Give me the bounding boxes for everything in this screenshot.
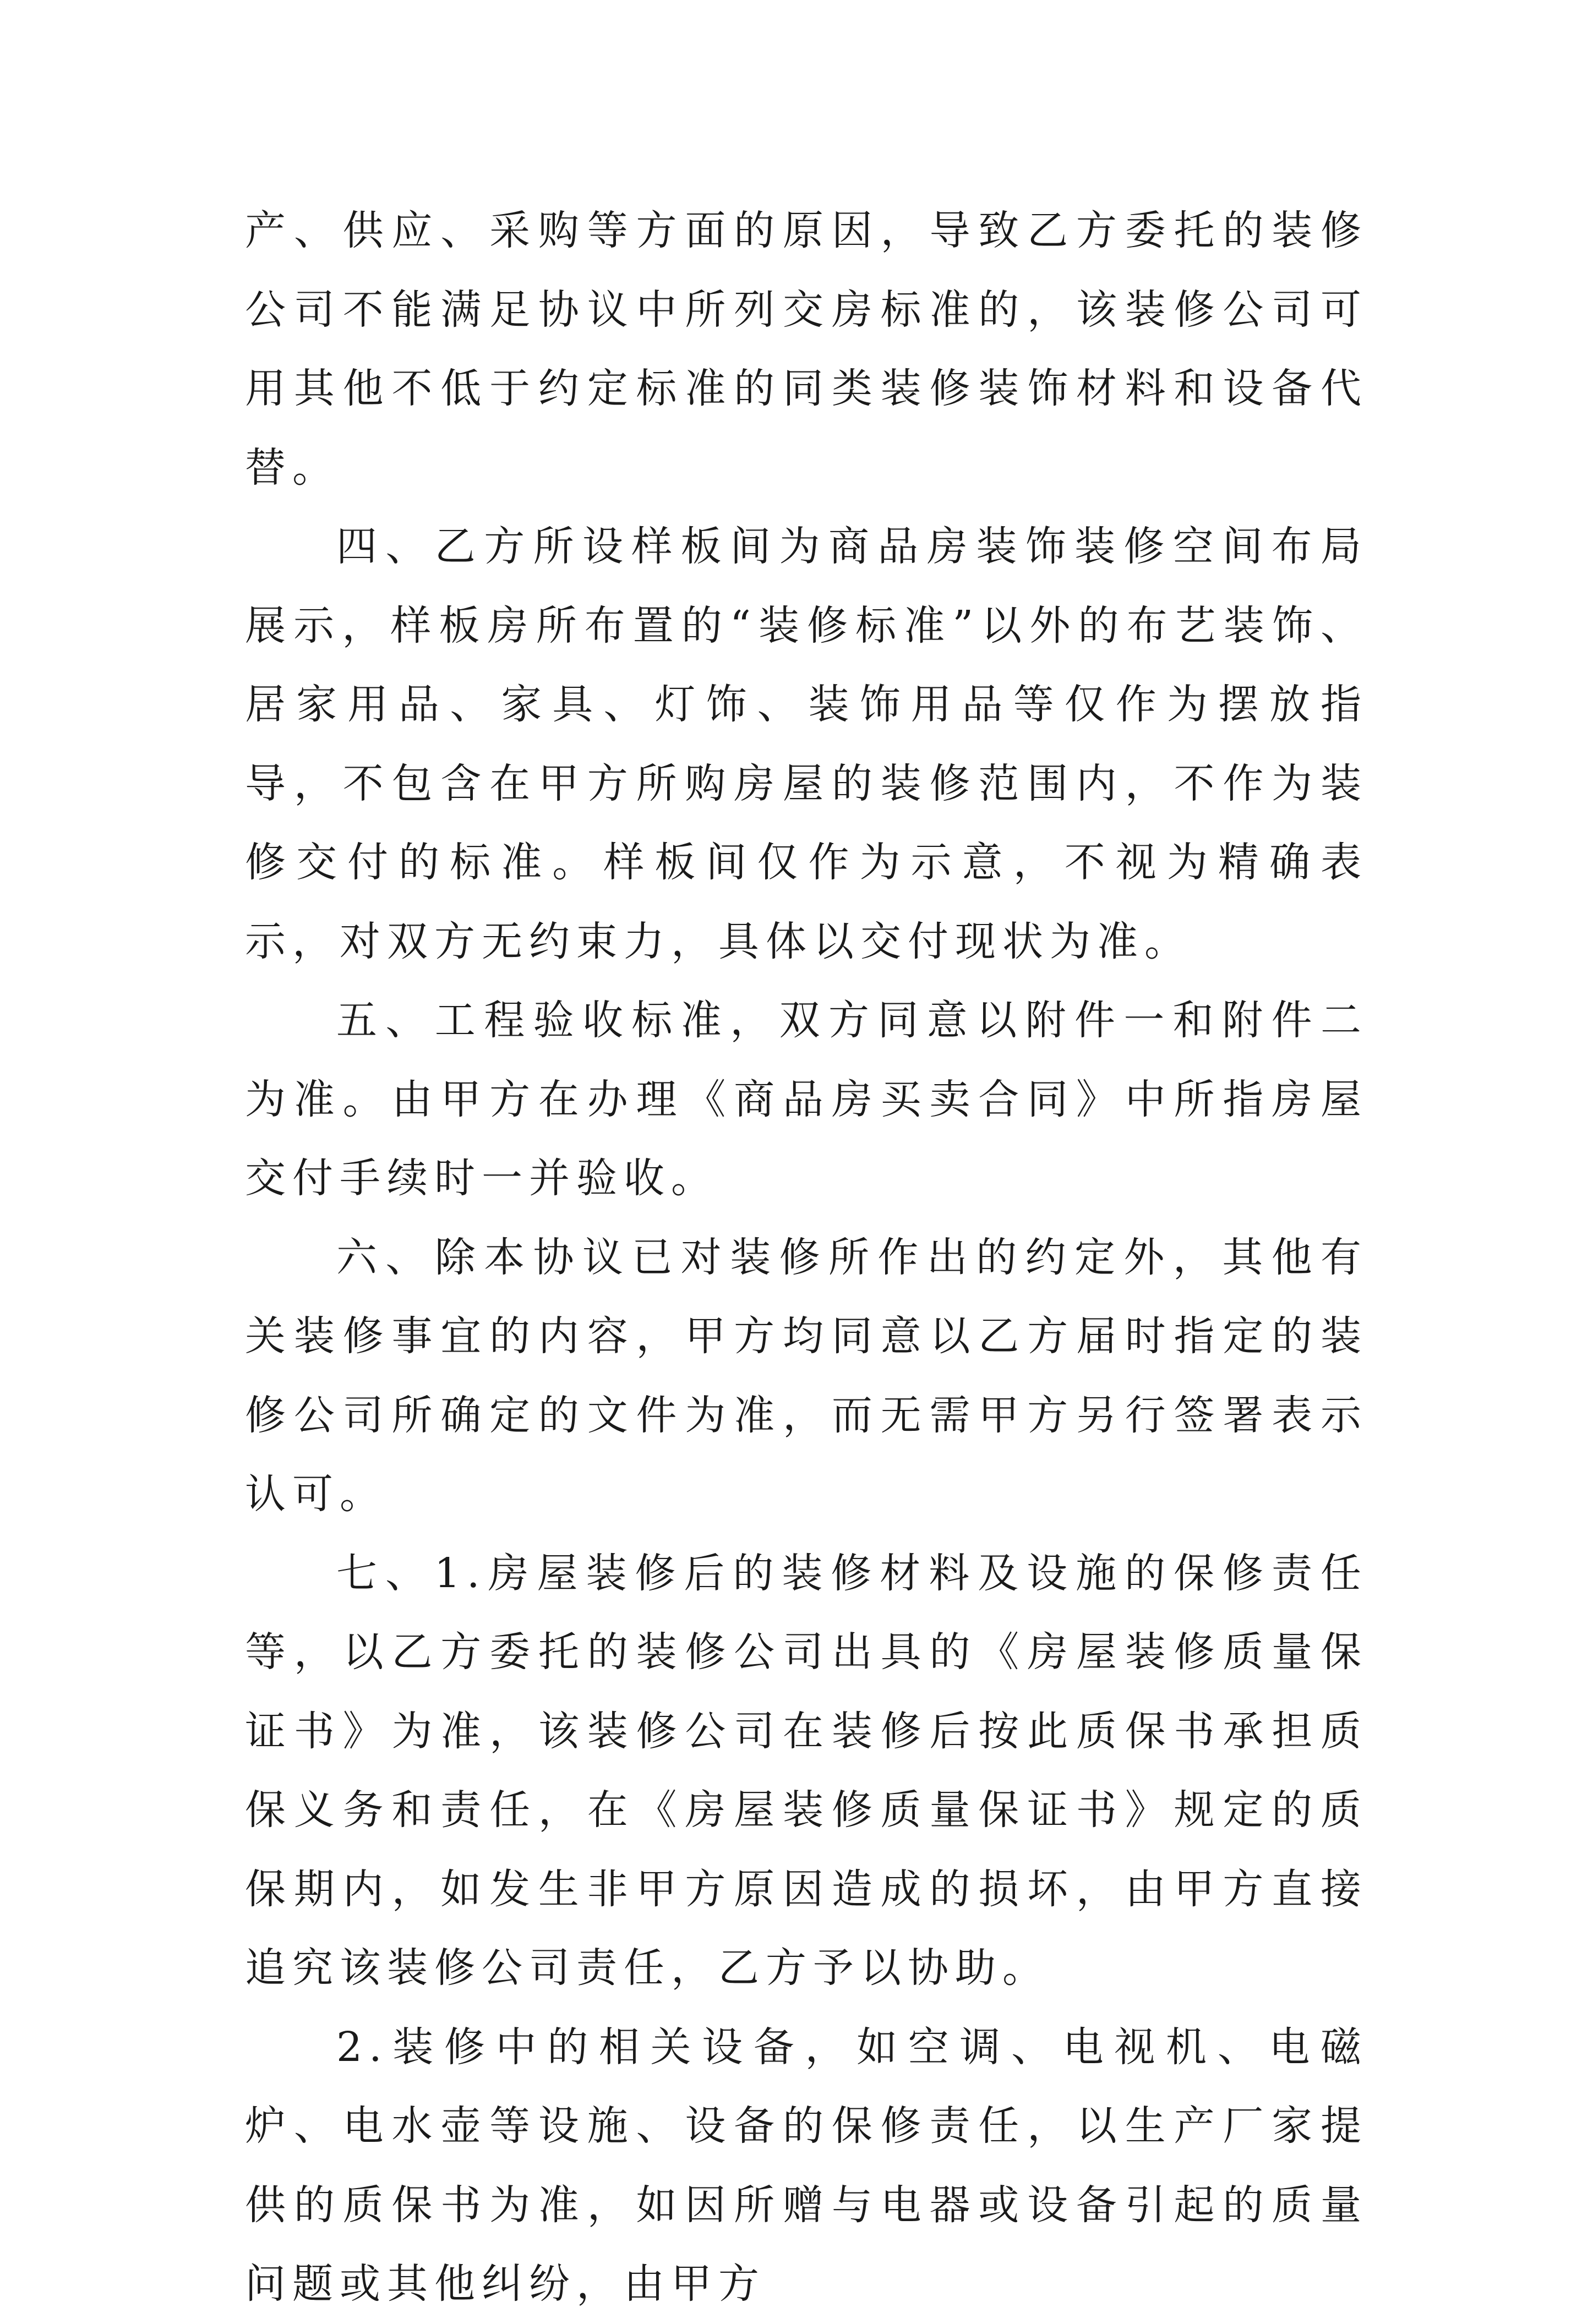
paragraph-clause-7-1: 七、1.房屋装修后的装修材料及设施的保修责任等，以乙方委托的装修公司出具的《房屋装修质量保证书》为准，该装修公司在装修后按此质保书承担质保义务和责任，在《房屋装修质量保证书》规定的质保期内，如发生非甲方原因造成的损坏，由甲方直接追究该装修公司责任，乙方予以协助。 (245, 1549, 1368, 1992)
document-body (245, 192, 1368, 2324)
paragraph-clause-5: 五、工程验收标准，双方同意以附件一和附件二为准。由甲方在办理《商品房买卖合同》中所指房屋交付手续时一并验收。 (245, 997, 1368, 1202)
paragraph-clause-7-2: 2.装修中的相关设备，如空调、电视机、电磁炉、电水壶等设施、设备的保修责任，以生产厂家提供的质保书为准，如因所赠与电器或设备引起的质量问题或其他纠纷，由甲方 (245, 2023, 1368, 2307)
paragraph-continuation: 产、供应、采购等方面的原因，导致乙方委托的装修公司不能满足协议中所列交房标准的，该装修公司可用其他不低于约定标准的同类装修装饰材料和设备代替。 (245, 207, 1368, 491)
paragraph-clause-6: 六、除本协议已对装修所作出的约定外，其他有关装修事宜的内容，甲方均同意以乙方届时指定的装修公司所确定的文件为准，而无需甲方另行签署表示认可。 (245, 1233, 1368, 1518)
paragraph-clause-4: 四、乙方所设样板间为商品房装饰装修空间布局展示，样板房所布置的“装修标准”以外的布艺装饰、居家用品、家具、灯饰、装饰用品等仅作为摆放指导，不包含在甲方所购房屋的装修范围内，不作为装修交付的标准。样板间仅作为示意，不视为精确表示，对双方无约束力，具体以交付现状为准。 (245, 523, 1368, 965)
